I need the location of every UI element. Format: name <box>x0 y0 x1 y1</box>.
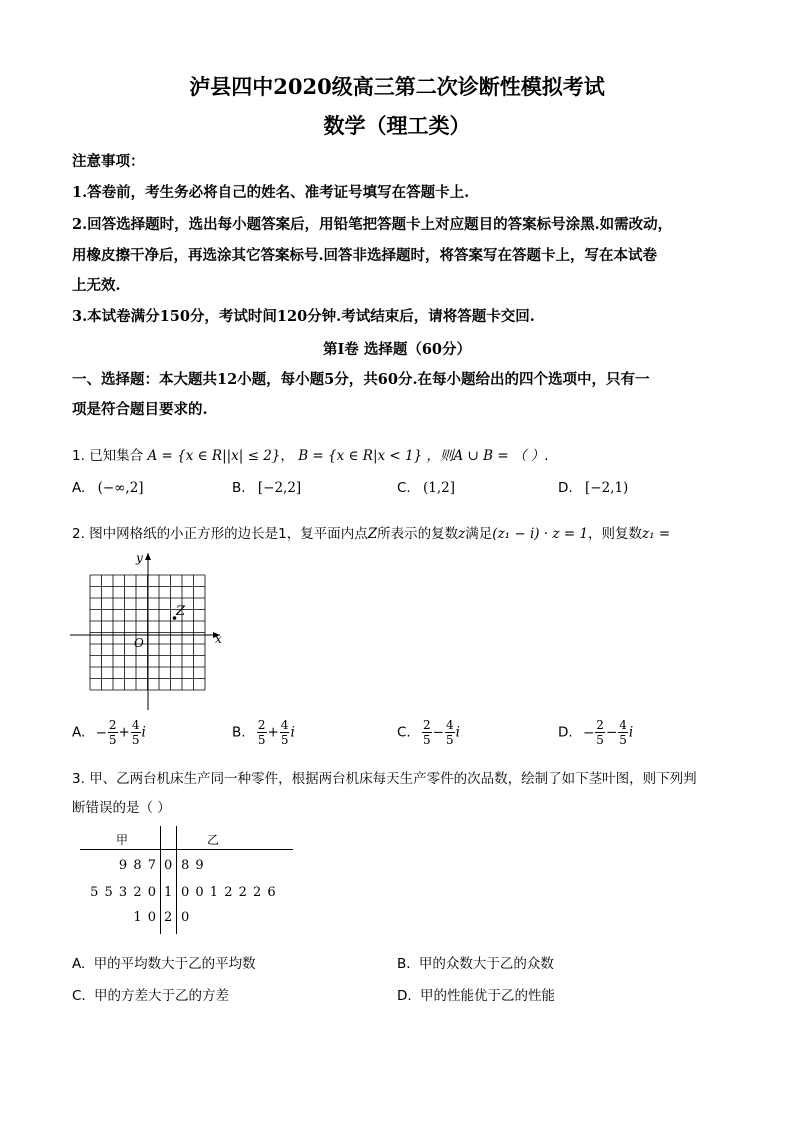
option-label: C. <box>397 724 411 741</box>
q1-number: 1. <box>72 448 85 464</box>
q3-number: 3. <box>72 771 85 787</box>
numerator: 4 <box>619 718 627 732</box>
stem-leaf-left-rule <box>160 826 161 934</box>
stem-leaf-row-stem: 2 <box>164 910 173 925</box>
denominator: 5 <box>619 733 627 747</box>
stem-leaf-row-left: 9 8 7 <box>118 858 157 873</box>
section-intro-line2: 项是符合题目要求的. <box>72 401 208 418</box>
x-axis-label: x <box>215 632 222 646</box>
stem-leaf-row-right: 8 9 <box>181 858 205 873</box>
option-label: B. <box>232 480 246 496</box>
stem-leaf-right-label: 乙 <box>207 833 220 847</box>
stem-leaf-row-stem: 1 <box>164 885 173 900</box>
option-text: 甲的众数大于乙的众数 <box>418 956 554 972</box>
q3-line1: 甲、乙两台机床生产同一种零件，根据两台机床每天生产零件的次品数，绘制了如下茎叶图，则下列判 <box>89 771 697 787</box>
imaginary-unit: i <box>141 724 146 741</box>
stem-leaf-right-rule <box>176 826 177 934</box>
option-label: A. <box>72 724 86 741</box>
stem-leaf-header-rule <box>80 849 293 850</box>
option-label: B. <box>232 724 246 741</box>
numerator: 2 <box>257 718 266 732</box>
fraction <box>280 718 290 747</box>
y-axis-arrow <box>145 553 151 560</box>
stem-leaf-row-right: 0 0 1 2 2 2 6 <box>181 885 277 900</box>
option-text: 甲的平均数大于乙的平均数 <box>93 956 256 972</box>
denominator: 5 <box>280 733 289 747</box>
numerator: 2 <box>108 718 117 732</box>
option-label: B. <box>397 956 411 972</box>
notes-item-1: 1.答卷前，考生务必将自己的姓名、准考证号填写在答题卡上. <box>72 184 470 201</box>
q2-option-d[interactable] <box>558 718 633 747</box>
q1-option-a[interactable] <box>72 480 144 496</box>
fraction <box>257 718 267 747</box>
q3-option-b[interactable] <box>397 952 554 972</box>
option-label: A. <box>72 956 86 972</box>
stem-leaf-row-left: 5 5 3 2 0 <box>90 885 157 900</box>
stem-leaf-left-label: 甲 <box>116 833 129 847</box>
notes-item-2-end: 上无效. <box>72 277 121 294</box>
q1-option-c[interactable] <box>397 480 455 496</box>
imaginary-unit: i <box>455 724 460 741</box>
page-subtitle: 数学（理工类） <box>323 113 471 138</box>
origin-label: O <box>134 636 144 650</box>
q2-z-small: z <box>458 526 466 542</box>
notes-item-3: 3.本试卷满分150分，考试时间120分钟.考试结束后，请将答题卡交回. <box>72 308 535 325</box>
option-text: (−∞,2] <box>97 480 144 496</box>
q1-stem: 1. 已知集合 A = {x ∈ R||x| ≤ 2}， B = {x ∈ R|x < 1} ，则A ∪ B = （ ）. <box>72 448 549 464</box>
q1-set-b: B = {x ∈ R|x < 1} <box>298 448 423 464</box>
numerator: 4 <box>445 718 454 732</box>
q1-tail: ，则A ∪ B = （ ）. <box>426 448 549 464</box>
option-label: D. <box>397 988 412 1004</box>
denominator: 5 <box>131 733 140 747</box>
denominator: 5 <box>423 733 431 747</box>
q3-option-d[interactable] <box>397 984 555 1004</box>
denominator: 5 <box>257 733 266 747</box>
q2-complex-plane-figure <box>70 548 240 718</box>
q1-option-b[interactable] <box>232 480 301 496</box>
stem-leaf-row-right: 0 <box>181 910 191 925</box>
section-intro-line1: 一、选择题：本大题共12小题，每小题5分，共60分.在每小题给出的四个选项中，只有一 <box>72 371 650 388</box>
option-operator: − <box>605 724 618 741</box>
q2-option-c[interactable] <box>397 718 460 747</box>
q2-option-b[interactable] <box>232 718 295 747</box>
q2-text-d: ，则复数 <box>588 526 643 542</box>
q3-option-c[interactable] <box>72 984 229 1004</box>
q2-z-letter: Z <box>367 526 378 542</box>
y-axis-label: y <box>136 551 143 565</box>
q3-option-a[interactable] <box>72 952 256 972</box>
point-z-label: Z <box>176 604 186 619</box>
notes-item-2: 2.回答选择题时，选出每小题答案后，用铅笔把答题卡上对应题目的答案标号涂黑.如需改动， <box>72 216 673 233</box>
option-text: (1,2] <box>423 480 456 496</box>
option-text: [−2,1) <box>584 480 629 496</box>
q1-set-a: A = {x ∈ R||x| ≤ 2} <box>147 448 281 464</box>
numerator: 4 <box>131 718 140 732</box>
option-operator: + <box>267 724 279 741</box>
page-title: 泸县四中2020级高三第二次诊断性模拟考试 <box>189 74 605 99</box>
q1-option-d[interactable] <box>558 480 628 496</box>
option-label: D. <box>558 480 573 496</box>
q2-number: 2. <box>72 526 85 542</box>
q2-text-a: 图中网格纸的小正方形的边长是1，复平面内点 <box>89 526 368 542</box>
option-text: 甲的方差大于乙的方差 <box>94 988 230 1004</box>
imaginary-unit: i <box>628 724 634 741</box>
q2-equation: (z₁ − i) · z = 1 <box>492 526 589 542</box>
numerator: 4 <box>280 718 289 732</box>
option-label: C. <box>397 480 411 496</box>
option-label: D. <box>558 724 573 741</box>
option-sign: − <box>582 724 595 741</box>
imaginary-unit: i <box>290 724 295 741</box>
option-operator: − <box>432 724 444 741</box>
fraction <box>595 718 605 747</box>
denominator: 5 <box>596 733 604 747</box>
numerator: 2 <box>596 718 604 732</box>
q3-stem-line2: 断错误的是（ ） <box>72 800 171 816</box>
option-label: A. <box>72 480 86 496</box>
stem-leaf-row-stem: 0 <box>164 858 173 873</box>
option-label: C. <box>72 988 86 1004</box>
numerator: 2 <box>423 718 431 732</box>
fraction <box>422 718 432 747</box>
notes-item-2-cont: 用橡皮擦干净后，再选涂其它答案标号.回答非选择题时，将答案写在答题卡上，写在本试卷 <box>72 247 658 264</box>
fraction <box>445 718 455 747</box>
q2-z1: z₁ = <box>642 526 671 542</box>
q1-lead: 已知集合 <box>89 448 144 464</box>
option-sign: − <box>95 724 107 741</box>
fraction <box>131 718 141 747</box>
q2-stem <box>72 522 670 542</box>
fraction <box>108 718 118 747</box>
q2-option-a[interactable] <box>72 718 146 747</box>
option-text: 甲的性能优于乙的性能 <box>419 988 555 1004</box>
fraction <box>618 718 628 747</box>
q2-text-b: 所表示的复数 <box>377 526 459 542</box>
section-title: 第I卷 选择题（60分） <box>322 341 471 358</box>
stem-leaf-row-left: 1 0 <box>133 910 157 925</box>
option-operator: + <box>118 724 130 741</box>
q3-stem-line1 <box>72 767 697 787</box>
option-text: [−2,2] <box>257 480 302 496</box>
q2-text-c: 满足 <box>465 526 493 542</box>
notes-heading: 注意事项： <box>72 153 145 170</box>
denominator: 5 <box>108 733 117 747</box>
stem-leaf-plot <box>72 826 297 936</box>
denominator: 5 <box>445 733 454 747</box>
